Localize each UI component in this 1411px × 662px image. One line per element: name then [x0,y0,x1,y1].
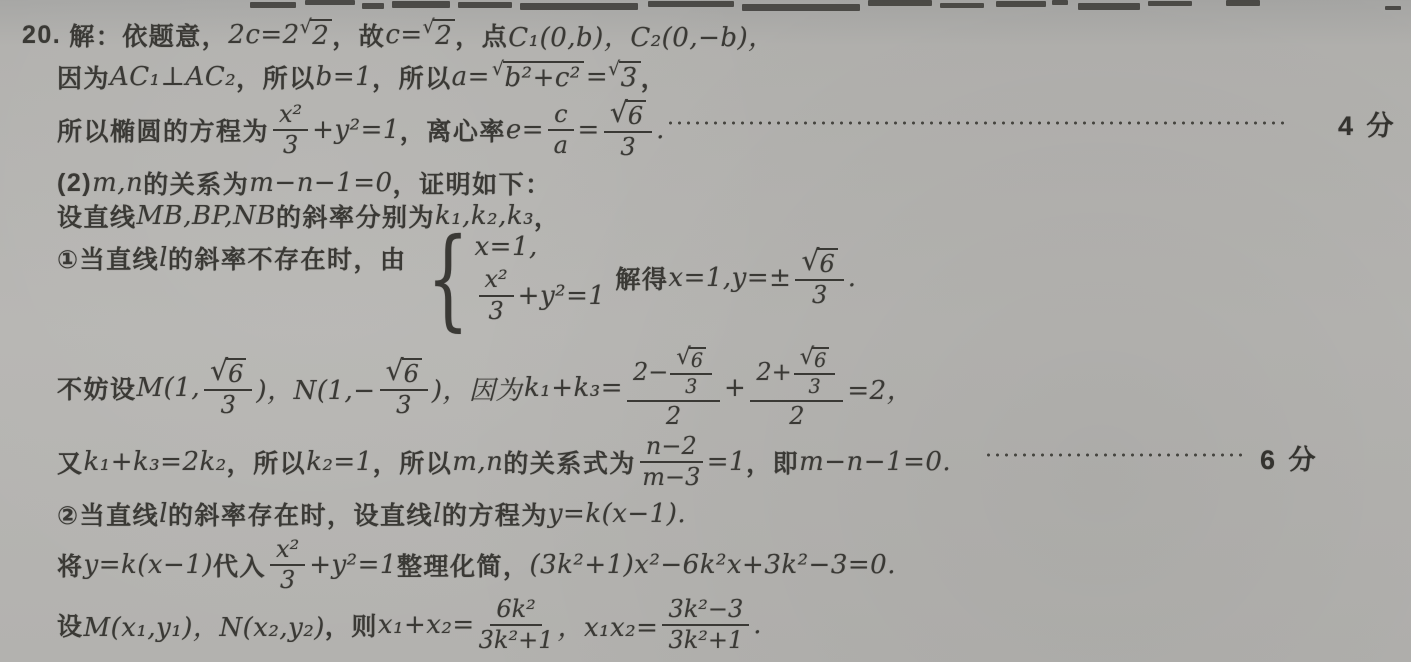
text-run: 的关系式为 [503,450,636,478]
solution-line-3 [57,94,665,166]
sqrt-radicand: 6 [812,347,829,371]
fraction-denominator: 3 [282,131,299,159]
math-run: 2+ [756,357,792,386]
fraction-denominator: m−3 [642,463,701,491]
problem-number: 20. [22,20,62,49]
text-run: 设直线 [57,204,137,232]
math-run: )，因为 [431,375,523,406]
clipped-text-fragment [520,3,638,10]
solution-line-2 [57,58,667,96]
clipped-text-fragment [392,1,450,8]
fraction-denominator: 2 [665,401,682,430]
math-run: 2c=2 [228,20,300,50]
clipped-text-fragment [1148,1,1192,6]
fraction-denominator: 3 [620,133,636,162]
math-run: (3k²+1)x²−6k²x+3k²−3=0. [529,550,896,580]
score-mark-6: 6 分 [1260,445,1319,475]
fraction-numerator: x² [273,102,308,131]
fraction-denominator: 3k²+1 [478,626,554,654]
text-run: ，所以 [226,450,307,478]
math-run: m,n [92,168,144,198]
math-run: l [159,243,168,273]
math-run: )，N(1,− [256,375,376,406]
case-lead-text [57,240,407,276]
clipped-text-fragment [250,2,296,8]
fraction [670,344,712,399]
clipped-text-fragment [648,1,734,7]
fraction-numerator [604,95,652,133]
sqrt-radical [608,58,641,94]
math-run: =1 [706,447,747,477]
math-run: c= [385,20,423,50]
sqrt-icon: √ [799,344,815,371]
fraction [478,594,554,654]
math-run: m−n−1=0 [249,168,393,198]
fraction-denominator: 3 [488,296,504,325]
fraction [273,99,308,159]
text-run: 的斜率存在时，设直线 [168,502,434,530]
score-mark-4: 4 分 [1338,111,1397,141]
math-run: k₁+k₃= [524,373,623,403]
math-run: k₁+k₃=2k₂ [83,447,227,477]
text-run: ， [640,65,668,93]
fraction-denominator: 3 [808,375,821,399]
sqrt-radical [676,344,706,373]
fraction-denominator: 3 [396,391,412,420]
sqrt-radicand: 6 [817,248,837,277]
math-run: k₂=1 [306,447,373,477]
solution-line-1 [22,16,775,54]
sqrt-icon: √ [210,353,229,387]
math-run: x₁+x₂= [377,610,475,640]
left-brace-icon: { [426,213,469,342]
text-run: ②当直线 [57,502,160,530]
sqrt-radical [491,58,584,94]
text-run: ， [534,204,561,232]
clipped-text-fragment [458,2,512,8]
solution-line-4 [57,166,552,200]
dotted-leader [984,453,1242,457]
text-run: ，所以 [372,65,452,93]
math-run: = [577,115,600,145]
fraction [270,534,305,594]
sqrt-radical [799,344,830,373]
sqrt-radicand: 6 [226,358,246,387]
math-run: x=1,y=± [668,263,792,293]
sqrt-icon: √ [385,353,404,387]
fraction [794,344,836,399]
math-run: + [724,373,747,403]
fraction-denominator: 3 [279,566,296,594]
solution-line-9 [57,496,686,532]
fraction [640,431,703,491]
math-run: 2− [632,357,669,386]
solution-line-11 [57,590,762,660]
sqrt-radical [210,353,246,388]
sqrt-radicand: 3 [619,61,641,93]
math-run: = [585,62,609,92]
text-run: 的关系为 [143,171,250,199]
math-run: =2， [847,375,914,406]
clipped-text-fragment [362,3,384,9]
solution-line-10 [57,534,896,596]
math-run: k₁,k₂,k₃ [434,201,535,231]
fraction-numerator [750,344,843,401]
big-fraction [750,344,843,430]
fraction-numerator [670,344,712,375]
sqrt-radicand: 2 [310,19,332,51]
text-run: ，则 [324,613,378,641]
fraction-numerator: 3k²−3 [662,597,749,626]
text-run: 所以椭圆的方程为 [57,118,270,146]
math-run: l [159,499,168,529]
math-run: a= [451,62,490,92]
fraction-denominator: 2 [789,401,805,430]
text-run: 的方程为 [441,502,548,530]
clipped-text-fragment [1385,6,1401,10]
text-run: 的斜率分别为 [275,204,435,232]
clipped-text-fragment [1052,0,1068,5]
text-run: 不妨设 [57,376,137,404]
math-run: . [753,610,763,640]
math-run: . [656,115,665,145]
text-run: 又 [57,450,84,478]
clipped-text-fragment [1078,3,1140,10]
text-run: 整理化简， [396,553,530,581]
sqrt-radicand: 2 [433,19,455,51]
fraction [662,594,749,654]
sqrt-icon: √ [422,16,436,39]
solution-line-8 [57,430,951,494]
clipped-text-fragment [996,1,1046,7]
sqrt-radical [299,16,333,52]
math-run: M(1, [136,373,201,403]
fraction-numerator [795,243,843,281]
fraction-numerator [794,344,836,375]
fraction-denominator: a [553,131,568,159]
math-run: ，x₁x₂= [557,612,659,643]
big-fraction [627,344,720,430]
system-equations-column [475,232,606,323]
clipped-text-fragment [1226,0,1260,6]
math-run: MB,BP,NB [136,201,276,231]
sqrt-icon: √ [801,243,820,277]
text-run: 解得 [615,266,669,294]
sqrt-icon: √ [299,16,313,39]
fraction [479,267,514,323]
fraction-denominator: 3 [811,281,828,310]
sqrt-radical [801,243,837,278]
fraction-numerator: x² [479,267,514,296]
fraction-numerator: c [548,102,573,131]
text-run: 的斜率不存在时，由 [168,246,407,274]
fraction-numerator: x² [270,537,305,566]
fraction-numerator: 6k² [490,597,541,626]
math-run: m−n−1=0. [799,447,952,477]
math-run: +y²=1 [517,280,606,311]
clipped-text-fragment [742,4,860,11]
dotted-leader [666,121,1290,125]
sqrt-radical [385,353,422,388]
text-run: (2) [57,168,93,197]
fraction-denominator: 3 [220,391,236,420]
text-run: ，即 [746,450,800,478]
fraction-numerator [380,353,428,391]
sqrt-radicand: 6 [689,347,706,371]
math-run: b=1 [315,62,373,92]
text-run: ，所以 [372,450,453,478]
text-run: ，离心率 [399,118,506,146]
sqrt-icon: √ [608,58,621,81]
sqrt-icon: √ [676,344,691,371]
math-row [475,267,606,323]
text-run: ①当直线 [57,246,160,274]
text-run: 解：依题意， [69,23,229,51]
sqrt-radicand: 6 [626,100,646,129]
sqrt-radicand: b²+c² [503,61,584,93]
text-run: 将 [57,553,84,581]
solution-line-7 [57,338,913,438]
clipped-text-fragment [868,0,932,6]
text-run: 代入 [213,553,267,581]
fraction [380,353,428,420]
fraction-numerator: n−2 [640,434,703,463]
math-run: m,n [452,447,504,477]
math-run: e= [505,115,545,145]
clipped-text-fragment [940,3,984,8]
fraction-denominator: 3 [685,375,698,399]
math-run: AC₁⊥AC₂ [110,62,237,92]
math-run: M(x₁,y₁)，N(x₂,y₂) [83,612,325,643]
math-run: . [847,263,857,293]
fraction [795,243,843,310]
fraction-denominator: 3k²+1 [668,626,744,654]
text-run: ，故 [332,23,386,51]
fraction [604,95,652,162]
sqrt-icon: √ [609,95,628,129]
math-run: C₁(0,b)，C₂(0,−b)， [508,22,775,53]
math-run: y=k(x−1) [83,550,214,580]
fraction-numerator [204,353,252,391]
clipped-text-fragment [305,0,355,5]
text-run: 设 [57,613,84,641]
text-run: ，证明如下： [392,171,552,199]
math-run: y=k(x−1). [547,499,687,529]
math-run: l [433,499,442,529]
sqrt-icon: √ [491,58,505,81]
text-run: ，所以 [236,65,316,93]
math-run: +y²=1 [312,115,400,145]
text-run: 因为 [57,65,111,93]
sqrt-radicand: 6 [402,358,422,387]
sqrt-radical [609,95,646,130]
sqrt-radical [422,16,456,52]
fraction [548,99,573,159]
fraction-numerator [627,344,720,401]
text-run: ，点 [455,23,509,51]
fraction [204,353,252,420]
math-run: x=1, [474,232,538,263]
math-run: +y²=1 [309,550,397,580]
